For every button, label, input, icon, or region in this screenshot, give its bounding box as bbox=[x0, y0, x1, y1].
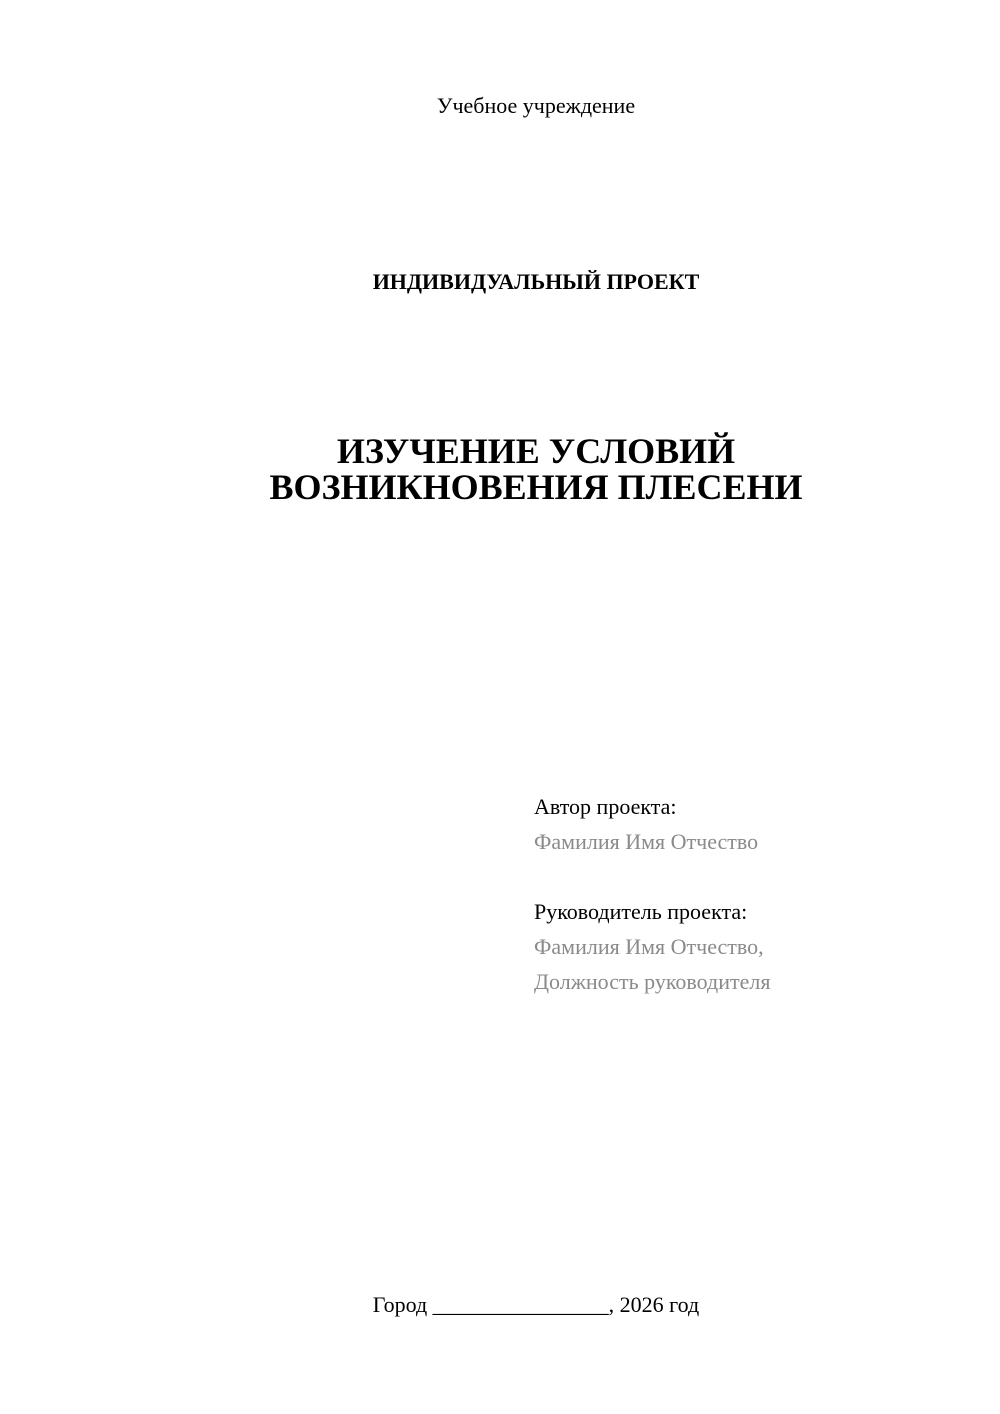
institution-name: Учебное учреждение bbox=[436, 93, 636, 118]
city-year-line: Город ________________, 2026 год bbox=[372, 1292, 700, 1317]
project-title-line-2: ВОЗНИКНОВЕНИЯ ПЛЕСЕНИ bbox=[269, 467, 803, 507]
supervisor-position: Должность руководителя bbox=[534, 969, 771, 994]
project-info-block bbox=[534, 789, 770, 999]
author-label: Автор проекта: bbox=[534, 794, 677, 819]
project-title-line-1: ИЗУЧЕНИЕ УСЛОВИЙ bbox=[336, 431, 736, 471]
supervisor-name: Фамилия Имя Отчество, bbox=[534, 934, 764, 959]
document-type: ИНДИВИДУАЛЬНЫЙ ПРОЕКТ bbox=[372, 269, 700, 294]
project-title bbox=[0, 433, 1000, 505]
supervisor-label: Руководитель проекта: bbox=[534, 899, 748, 924]
author-name: Фамилия Имя Отчество bbox=[534, 829, 759, 854]
info-spacer bbox=[534, 859, 770, 894]
